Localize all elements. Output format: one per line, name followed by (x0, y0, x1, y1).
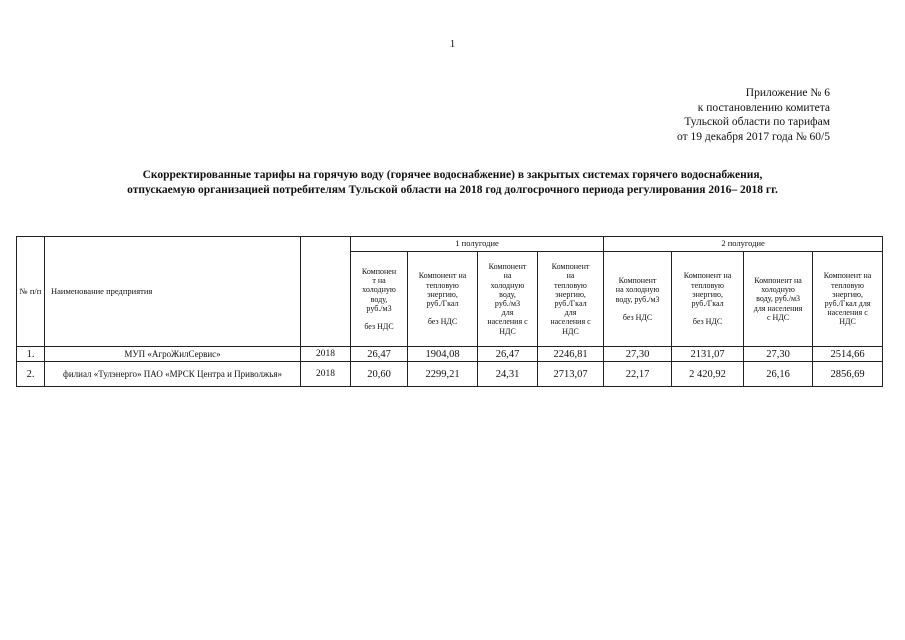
appendix-block (677, 86, 830, 144)
tariff-value: 2131,07 (672, 347, 744, 362)
p1-heat-population-header: Компонент на тепловую энергию, руб./Гкал для населения с НДС (538, 252, 604, 347)
table-row (17, 362, 883, 387)
tariff-value: 22,17 (604, 362, 672, 387)
document-title (0, 168, 905, 198)
page-number: 1 (449, 38, 456, 50)
tariff-value: 2 420,92 (672, 362, 744, 387)
row-number: 1. (17, 347, 45, 362)
header-row-periods (17, 237, 883, 252)
tariff-value: 2713,07 (538, 362, 604, 387)
enterprise-name: МУП «АгроЖилСервис» (45, 347, 301, 362)
p1-cold-water-population-header: Компонент на холодную воду, руб./м3 для населения с НДС (478, 252, 538, 347)
tariff-value: 27,30 (604, 347, 672, 362)
tariff-value: 2856,69 (813, 362, 883, 387)
tariff-value: 1904,08 (408, 347, 478, 362)
col-name-header: Наименование предприятия (45, 237, 301, 347)
tariff-value: 2246,81 (538, 347, 604, 362)
p2-heat-header: Компонент на тепловую энергию, руб./Гкал без НДС (672, 252, 744, 347)
period-1-header: 1 полугодие (351, 237, 604, 252)
row-year: 2018 (301, 362, 351, 387)
period-2-header: 2 полугодие (604, 237, 883, 252)
appendix-line: Приложение № 6 (745, 87, 830, 99)
tariff-value: 24,31 (478, 362, 538, 387)
title-line: отпускаемую организацией потребителям Тульской области на 2018 год долгосрочного периода регулирования 2016– 2018 гг. (127, 184, 778, 196)
tariff-value: 26,47 (478, 347, 538, 362)
row-year: 2018 (301, 347, 351, 362)
row-number: 2. (17, 362, 45, 387)
tariff-value: 2514,66 (813, 347, 883, 362)
tariff-value: 27,30 (744, 347, 813, 362)
title-line: Скорректированные тарифы на горячую воду (горячее водоснабжение) в закрытых системах горячего водоснабжения, (142, 169, 763, 181)
enterprise-name: филиал «Тулэнерго» ПАО «МРСК Центра и Приволжья» (45, 362, 301, 387)
tariff-table (16, 236, 883, 387)
p1-cold-water-header: Компонен т на холодную воду, руб./м3 без НДС (351, 252, 408, 347)
tariff-value: 2299,21 (408, 362, 478, 387)
col-year-header (301, 237, 351, 347)
p2-cold-water-population-header: Компонент на холодную воду, руб./м3 для населения с НДС (744, 252, 813, 347)
tariff-value: 20,60 (351, 362, 408, 387)
table-row (17, 347, 883, 362)
appendix-line: Тульской области по тарифам (684, 116, 830, 128)
tariff-value: 26,47 (351, 347, 408, 362)
col-number-header: № п/п (17, 237, 45, 347)
p1-heat-header: Компонент на тепловую энергию, руб./Гкал без НДС (408, 252, 478, 347)
p2-cold-water-header: Компонент на холодную воду, руб./м3 без НДС (604, 252, 672, 347)
p2-heat-population-header: Компонент на тепловую энергию, руб./Гкал для населения с НДС (813, 252, 883, 347)
appendix-line: от 19 декабря 2017 года № 60/5 (677, 130, 830, 143)
appendix-line: к постановлению комитета (697, 101, 830, 114)
tariff-value: 26,16 (744, 362, 813, 387)
